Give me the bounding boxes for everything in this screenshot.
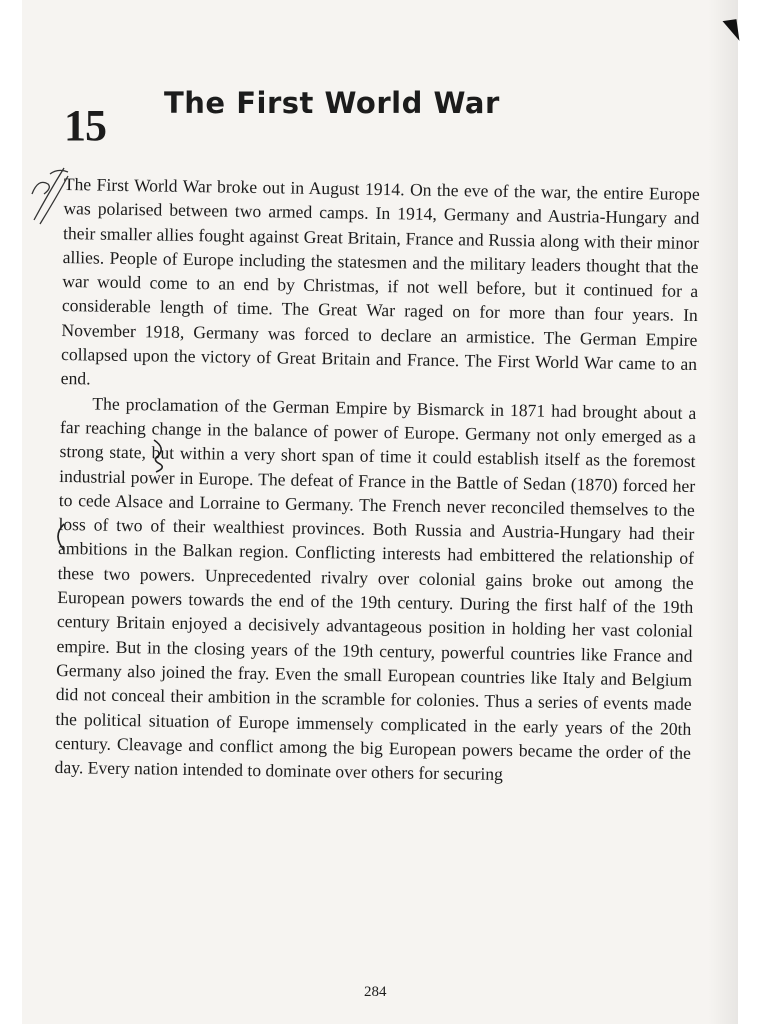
paragraph-1: The First World War broke out in August 1914. On the eve of the war, the entire Europe was polarised between two armed camps. In 1914, Germany and Austria-Hungary and their smaller allies fought against Great Britain, France and Russia along with their minor allies. People of Europe including the statesmen and the military leaders thought that the war would come to an end by Christmas, if not well before, but it continued for a considerable length of time. The Great War raged on for more than four years. In November 1918, Germany was forced to declare an armistice. The German Empire collapsed upon the victory of Great Britain and France. The First World War came to an end.	[60, 173, 700, 389]
chapter-body	[54, 172, 699, 789]
chapter-title: The First World War	[164, 86, 500, 120]
page-corner-fold	[723, 19, 740, 43]
page-number: 284	[364, 984, 387, 1000]
chapter-number: 15	[64, 101, 106, 150]
page-edge-shadow	[708, 0, 738, 1024]
paragraph-2: The proclamation of the German Empire by Bismarck in 1871 had brought about a far reaching change in the balance of power of Europe. Germany not only emerged as a strong state, but within a very short span of time it could establish itself as the foremost industrial power in Europe. The defeat of France in the Battle of Sedan (1870) forced her to cede Alsace and Lorraine to Germany. The French never reconciled themselves to the loss of two of their wealthiest provinces. Both Russia and Austria-Hungary had their ambitions in the Balkan region. Conflicting interests had embittered the relationship of these two powers. Unprecedented rivalry over colonial gains broke out among the European powers towards the end of the 19th century. During the first half of the 19th century Britain enjoyed a decisively advantageous position in holding her vast colonial empire. But in the closing years of the 19th century, powerful countries like France and Germany also joined the fray. Even the small European countries like Italy and Belgium did not conceal their ambition in the scramble for colonies. Thus a series of events made the political situation of Europe immensely complicated in the early years of the 20th century. Cleavage and conflict among the big European powers became the order of the day. Every nation intended to dominate over others for securing	[54, 393, 697, 785]
